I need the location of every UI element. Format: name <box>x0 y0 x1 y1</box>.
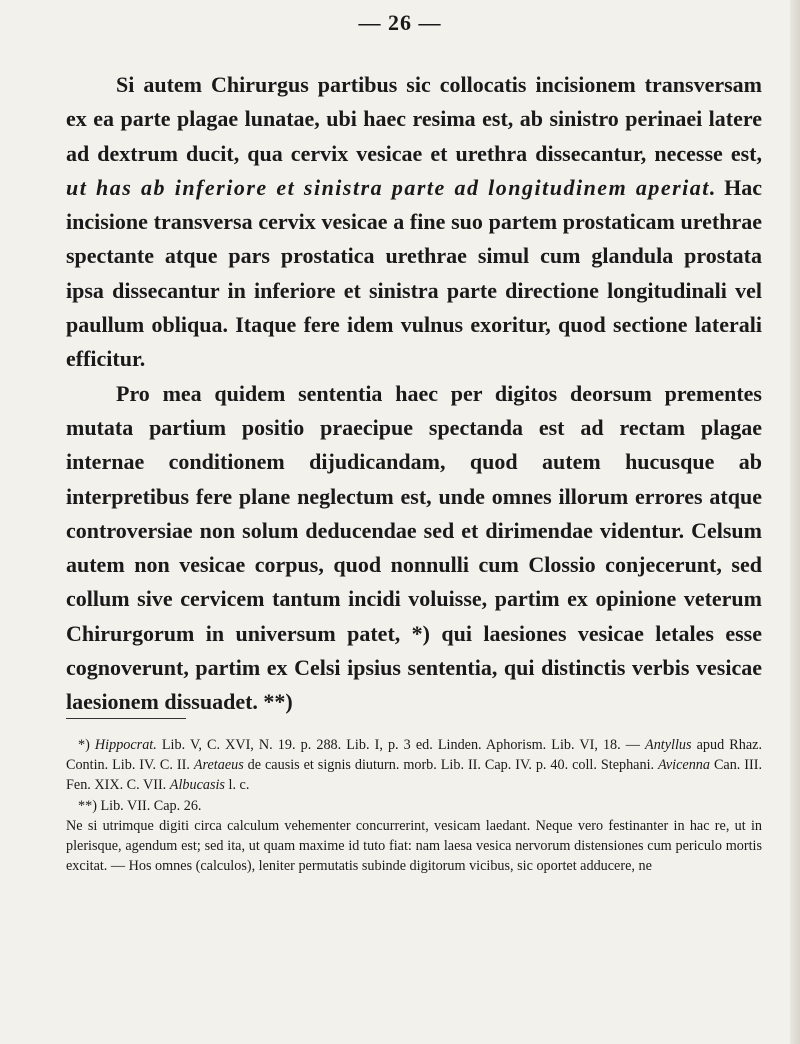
footnote-rule <box>66 718 186 719</box>
footnote-1 <box>66 735 762 796</box>
footnote-2-ref: **) Lib. VII. Cap. 26. <box>78 797 202 814</box>
footnote-1-mark: *) <box>78 737 95 753</box>
main-text <box>66 68 762 720</box>
footnote-1-author: Albucasis <box>169 777 225 794</box>
footnote-1-ref: apud Rhaz. Contin. Lib. IV. C. II. <box>66 737 762 774</box>
paragraph-2: Pro mea quidem sententia haec per digitos deorsum prementes mutata partium positio praecipue spectanda est ad rectam plagae internae conditionem dijudicandam, quod autem hucusque ab interpretibus fere plane neglectum est, unde omnes illorum errores atque controversiae non solum deducendae sed et dirimendae videntur. Celsum autem non vesicae corpus, quod nonnulli cum Clossio conjecerunt, sed collum sive cervicem tantum incidi voluisse, partim ex opinione veterum Chirurgorum in universum patet, *) qui laesiones vesicae letales esse cognoverunt, partim ex Celsi ipsius sententia, qui distinctis verbis vesicae laesionem dissuadet. **) <box>66 380 762 715</box>
footnote-1-author: Avicenna <box>658 757 710 774</box>
page-edge <box>790 0 800 1044</box>
footnote-1-ref: de causis et signis diuturn. morb. Lib. II. Cap. IV. p. 40. coll. Stephani. <box>243 757 658 774</box>
paragraph-1-part-1: Si autem Chirurgus partibus sic collocatis incisionem transversam ex ea parte plagae lunatae, ubi haec resima est, ab sinistro perinaei latere ad dextrum ducit, qua cervix vesicae et urethra dissecantur, necesse est, <box>66 72 762 166</box>
footnote-1-author: Hippocrat. <box>94 737 157 753</box>
paragraph-1-italic: ut has ab inferiore et sinistra parte ad longitudinem aperiat. <box>66 174 717 200</box>
paragraph-1 <box>66 68 762 377</box>
paragraph-1-part-2: Hac incisione transversa cervix vesicae a fine suo partem prostaticam urethrae spectante atque pars prostatica urethrae simul cum glandula prostata ipsa dissecantur in inferiore et sinistra parte directione longitudinali vel paullum obliqua. Itaque fere idem vulnus exoritur, quod sectione laterali efficitur. <box>66 174 762 372</box>
footnote-1-ref: l. c. <box>224 777 250 794</box>
footnote-1-author: Antyllus <box>645 737 692 753</box>
footnotes <box>66 735 762 876</box>
footnote-1-author: Aretaeus <box>193 757 244 774</box>
footnote-1-ref: Can. III. Fen. XIX. C. VII. <box>66 757 763 794</box>
footnote-2-text: Ne si utrimque digiti circa calculum vehementer concurrerint, vesicam laedant. Neque vero festinanter in hac re, ut in plerisque, agendum est; sed ita, ut quam maxime id tuto fiat: nam laesa vesica nervorum distensiones cum periculo mortis excitat. — Hos omnes (calculos), leniter permutatis subinde digitorum vicibus, sic oportet adducere, ne <box>66 817 762 875</box>
page-number: — 26 — <box>358 10 442 35</box>
footnote-1-ref: Lib. V, C. XVI, N. 19. p. 288. Lib. I, p. 3 ed. Linden. Aphorism. Lib. VI, 18. — <box>156 737 646 753</box>
